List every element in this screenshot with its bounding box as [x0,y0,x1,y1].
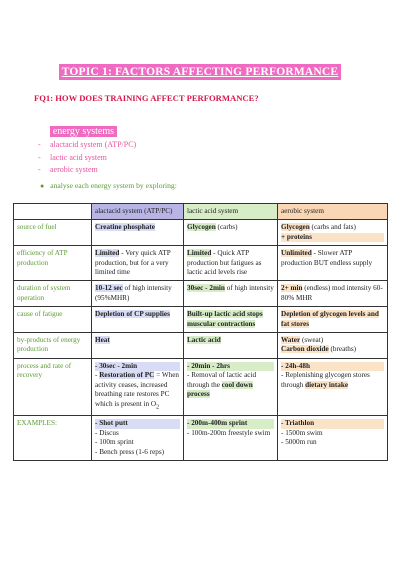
row-label-examples: EXAMPLES: [14,416,92,461]
row-label-duration: duration of system operation [14,281,92,307]
table-header-row [14,204,388,220]
row-label-fatigue: cause of fatigue [14,307,92,333]
cell-aerobic-examples: - Triathlon - 1500m swim - 5000m run [278,416,388,461]
cell-lactic-fuel: Glycogen (carbs) [184,220,278,246]
list-item: - aerobic system [38,164,136,177]
table-row [14,281,388,307]
cell-lactic-fatigue: Built-up lactic acid stops muscular contractions [184,307,278,333]
cell-aerobic-duration: 2+ min (endless) mod intensity 60-80% MHR [278,281,388,307]
bullet-icon: ● [40,182,45,190]
cell-alactacid-byproducts: Heat [92,333,184,359]
table-row [14,416,388,461]
row-label-fuel: source of fuel [14,220,92,246]
energy-systems-table [13,203,388,461]
list-item: - lactic acid system [38,152,136,165]
cell-aerobic-efficiency: Unlimited - Slower ATP production BUT endless supply [278,246,388,281]
cell-alactacid-examples: - Shot putt - Discus - 100m sprint - Bench press (1-6 reps) [92,416,184,461]
header-alactacid: alactacid system (ATP/PC) [92,204,184,220]
dash-icon: - [38,165,41,174]
dash-icon: - [38,152,41,162]
topic-heading-wrap [0,62,400,80]
table-row [14,333,388,359]
header-cell-empty [14,204,92,220]
focus-question: FQ1: HOW DOES TRAINING AFFECT PERFORMANCE? [34,93,259,103]
energy-systems-label: energy systems [50,126,117,137]
header-aerobic: aerobic system [278,204,388,220]
list-item: - alactacid system (ATP/PC) [38,139,136,152]
header-lactic: lactic acid system [184,204,278,220]
cell-alactacid-fatigue: Depletion of CP supplies [92,307,184,333]
dash-icon: - [38,140,41,149]
table-row [14,358,388,415]
cell-aerobic-recovery: - 24h-48h - Replenishing glycogen stores through dietary intake [278,358,388,415]
cell-alactacid-duration: 10-12 sec of high intensity (95%MHR) [92,281,184,307]
cell-alactacid-fuel: Creatine phosphate [92,220,184,246]
table-row [14,220,388,246]
cell-lactic-recovery: - 20min - 2hrs - Removal of lactic acid through the cool down process [184,358,278,415]
cell-alactacid-recovery: - 30sec - 2min - Restoration of PC = When activity ceases, increased breathing rate restores PC which is present in $O_2$ [92,358,184,415]
cell-aerobic-fuel: Glycogen (carbs and fats) + proteins [278,220,388,246]
row-label-efficiency: efficiency of ATP production [14,246,92,281]
topic-heading: TOPIC 1: FACTORS AFFECTING PERFORMANCE [59,64,342,80]
analyse-text: analyse each energy system by exploring: [50,181,177,190]
table-row [14,246,388,281]
cell-lactic-duration: 30sec - 2min of high intensity [184,281,278,307]
analyse-bullet [40,181,177,190]
cell-lactic-efficiency: Limited - Quick ATP production but fatigues as lactic acid levels rise [184,246,278,281]
row-label-byproducts: by-products of energy production [14,333,92,359]
cell-lactic-examples: - 200m-400m sprint - 100m-200m freestyle swim [184,416,278,461]
bullet-icon: ● [40,127,45,136]
energy-systems-bullet [40,126,117,137]
cell-lactic-byproducts: Lactic acid [184,333,278,359]
cell-alactacid-efficiency: Limited - Very quick ATP production, but for a very limited time [92,246,184,281]
energy-system-list [38,139,136,177]
row-label-recovery: process and rate of recovery [14,358,92,415]
table-row [14,307,388,333]
cell-aerobic-byproducts: Water (sweat) Carbon dioxide (breaths) [278,333,388,359]
cell-aerobic-fatigue: Depletion of glycogen levels and fat stores [278,307,388,333]
